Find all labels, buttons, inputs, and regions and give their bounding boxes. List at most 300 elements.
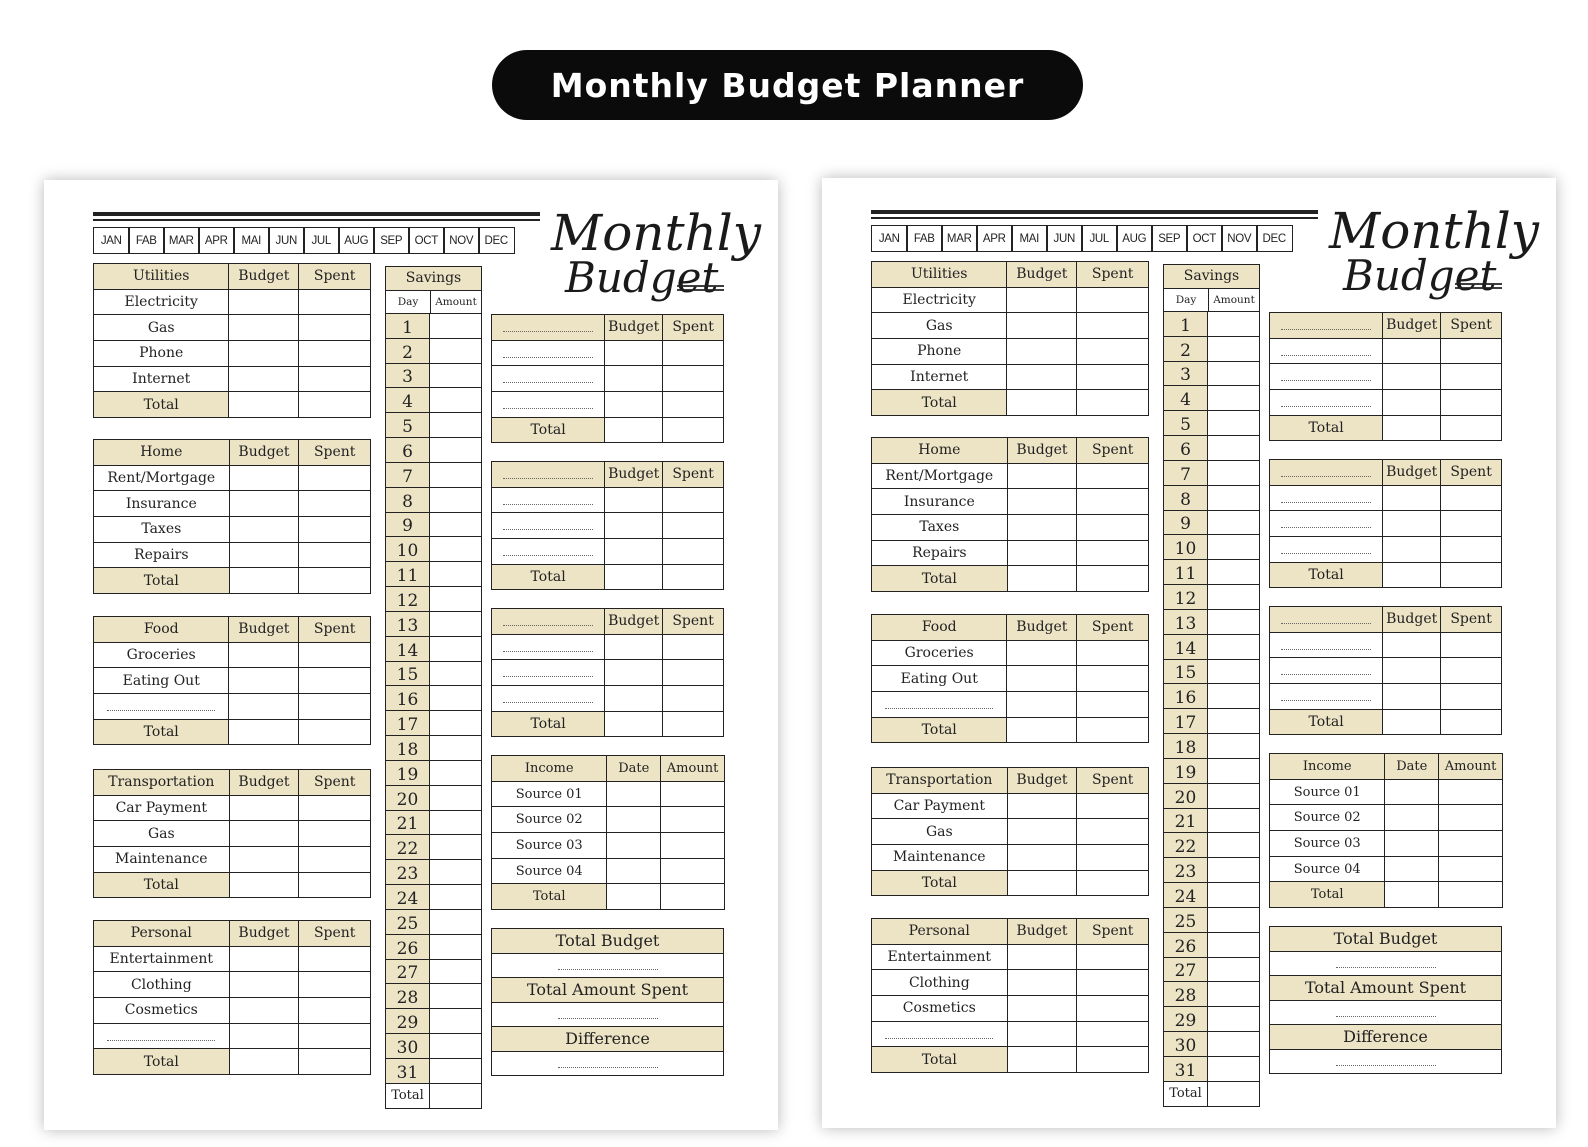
blank-item-line[interactable] — [1270, 658, 1383, 684]
budget-column-header: Budget — [1007, 615, 1077, 641]
month-box[interactable]: JUL — [303, 227, 340, 254]
month-box[interactable]: JUN — [268, 227, 305, 254]
custom-category-title[interactable] — [1270, 313, 1383, 339]
income-date-cell[interactable] — [607, 781, 661, 807]
income-amount-cell[interactable] — [1439, 779, 1503, 805]
savings-row — [386, 960, 481, 985]
blank-item-line[interactable] — [1270, 511, 1383, 537]
savings-amount-cell[interactable] — [430, 984, 481, 1008]
budget-cell[interactable] — [229, 998, 299, 1024]
budget-total-cell[interactable] — [605, 417, 663, 443]
savings-total-cell[interactable] — [1208, 1082, 1259, 1106]
month-box[interactable]: MAI — [1011, 225, 1048, 252]
spent-cell[interactable] — [299, 694, 371, 720]
budget-cell[interactable] — [1007, 944, 1077, 970]
savings-amount-cell[interactable] — [430, 388, 481, 412]
savings-amount-cell[interactable] — [1208, 386, 1259, 410]
spent-cell[interactable] — [1077, 313, 1149, 339]
spent-cell[interactable] — [663, 660, 724, 686]
savings-amount-cell[interactable] — [1208, 1007, 1259, 1031]
budget-cell[interactable] — [1383, 511, 1441, 537]
income-amount-cell[interactable] — [1439, 831, 1503, 857]
spent-cell[interactable] — [299, 542, 371, 568]
budget-total-cell[interactable] — [1007, 390, 1077, 416]
spent-cell[interactable] — [1077, 944, 1149, 970]
spent-cell[interactable] — [1077, 692, 1149, 718]
spent-cell[interactable] — [1077, 540, 1149, 566]
income-date-cell[interactable] — [1385, 779, 1439, 805]
savings-amount-cell[interactable] — [430, 811, 481, 835]
savings-amount-cell[interactable] — [1208, 833, 1259, 857]
income-date-cell[interactable] — [1385, 856, 1439, 882]
custom-category-title[interactable] — [1270, 607, 1383, 633]
blank-item-line[interactable] — [1270, 537, 1383, 563]
spent-total-cell[interactable] — [663, 564, 724, 590]
budget-cell[interactable] — [229, 289, 299, 315]
income-date-total-cell[interactable] — [1385, 882, 1439, 908]
budget-cell[interactable] — [229, 315, 299, 341]
savings-amount-cell[interactable] — [1208, 660, 1259, 684]
savings-amount-cell[interactable] — [430, 463, 481, 487]
spent-cell[interactable] — [299, 366, 371, 392]
savings-amount-cell[interactable] — [1208, 858, 1259, 882]
blank-item-line[interactable] — [492, 513, 605, 539]
budget-total-cell[interactable] — [1007, 717, 1077, 743]
spent-cell[interactable] — [299, 315, 371, 341]
dotted-line — [503, 543, 593, 556]
spent-cell[interactable] — [1441, 684, 1502, 710]
savings-amount-cell[interactable] — [1208, 709, 1259, 733]
savings-amount-cell[interactable] — [1208, 436, 1259, 460]
savings-amount-cell[interactable] — [430, 736, 481, 760]
total-spent-value[interactable] — [1270, 1001, 1501, 1025]
spent-cell[interactable] — [299, 289, 371, 315]
budget-cell[interactable] — [1007, 1021, 1077, 1047]
month-box[interactable]: AUG — [1116, 225, 1153, 252]
budget-cell[interactable] — [605, 513, 663, 539]
budget-cell[interactable] — [1383, 390, 1441, 416]
blank-item-line[interactable] — [492, 660, 605, 686]
spent-cell[interactable] — [1441, 537, 1502, 563]
budget-cell[interactable] — [1007, 666, 1077, 692]
budget-cell[interactable] — [1383, 658, 1441, 684]
spent-total-cell[interactable] — [1077, 566, 1149, 592]
spent-cell[interactable] — [1077, 1021, 1149, 1047]
month-box[interactable]: SEP — [373, 227, 410, 254]
spent-cell[interactable] — [663, 340, 724, 366]
income-date-cell[interactable] — [607, 807, 661, 833]
budget-total-cell[interactable] — [1383, 709, 1441, 735]
month-box[interactable]: DEC — [478, 227, 515, 254]
spent-cell[interactable] — [299, 491, 371, 517]
budget-cell[interactable] — [229, 341, 299, 367]
month-box[interactable]: FAB — [128, 227, 165, 254]
savings-amount-cell[interactable] — [1208, 312, 1259, 336]
budget-cell[interactable] — [1007, 489, 1077, 515]
savings-amount-cell[interactable] — [430, 1009, 481, 1033]
budget-cell[interactable] — [1007, 515, 1077, 541]
spent-cell[interactable] — [299, 847, 371, 873]
spent-total-cell[interactable] — [1441, 709, 1502, 735]
blank-item-line[interactable] — [1270, 338, 1383, 364]
spent-cell[interactable] — [1077, 845, 1149, 871]
custom-category-table — [491, 314, 724, 443]
income-source-label: Source 01 — [492, 781, 607, 807]
savings-amount-cell[interactable] — [1208, 535, 1259, 559]
savings-amount-cell[interactable] — [1208, 982, 1259, 1006]
savings-amount-cell[interactable] — [430, 488, 481, 512]
budget-cell[interactable] — [1007, 463, 1077, 489]
budget-cell[interactable] — [229, 795, 299, 821]
spent-cell[interactable] — [299, 341, 371, 367]
savings-amount-cell[interactable] — [1208, 734, 1259, 758]
spent-cell[interactable] — [299, 998, 371, 1024]
income-date-cell[interactable] — [1385, 831, 1439, 857]
budget-cell[interactable] — [1007, 313, 1077, 339]
blank-item-line[interactable] — [492, 686, 605, 712]
savings-amount-cell[interactable] — [430, 562, 481, 586]
budget-total-cell[interactable] — [1007, 870, 1077, 896]
blank-item-line[interactable] — [492, 634, 605, 660]
month-box[interactable]: SEP — [1151, 225, 1188, 252]
budget-cell[interactable] — [1007, 845, 1077, 871]
budget-cell[interactable] — [1383, 684, 1441, 710]
total-budget-value[interactable] — [492, 954, 723, 978]
spent-cell[interactable] — [1077, 515, 1149, 541]
income-date-total-cell[interactable] — [607, 884, 661, 910]
budget-cell[interactable] — [605, 539, 663, 565]
logo-line2: Budget — [1343, 251, 1497, 300]
spent-total-cell[interactable] — [299, 719, 371, 745]
savings-amount-cell[interactable] — [430, 761, 481, 785]
budget-total-cell[interactable] — [1007, 566, 1077, 592]
budget-cell[interactable] — [229, 542, 299, 568]
spent-cell[interactable] — [299, 795, 371, 821]
budget-total-cell[interactable] — [229, 719, 299, 745]
savings-amount-cell[interactable] — [1208, 560, 1259, 584]
budget-cell[interactable] — [229, 972, 299, 998]
month-box[interactable]: JAN — [871, 225, 908, 252]
savings-amount-cell[interactable] — [1208, 933, 1259, 957]
spent-total-cell[interactable] — [299, 392, 371, 418]
spent-cell[interactable] — [1441, 390, 1502, 416]
savings-amount-cell[interactable] — [1208, 759, 1259, 783]
spent-total-cell[interactable] — [299, 872, 371, 898]
spent-cell[interactable] — [1077, 666, 1149, 692]
spent-cell[interactable] — [663, 539, 724, 565]
blank-item-line[interactable] — [1270, 485, 1383, 511]
budget-cell[interactable] — [1007, 970, 1077, 996]
spent-cell[interactable] — [663, 686, 724, 712]
spent-cell[interactable] — [1441, 364, 1502, 390]
spent-total-cell[interactable] — [1077, 870, 1149, 896]
savings-amount-cell[interactable] — [1208, 461, 1259, 485]
savings-amount-cell[interactable] — [1208, 1032, 1259, 1056]
blank-item-line[interactable] — [1270, 390, 1383, 416]
savings-amount-cell[interactable] — [1208, 585, 1259, 609]
spent-cell[interactable] — [663, 634, 724, 660]
spent-cell[interactable] — [1077, 996, 1149, 1022]
spent-cell[interactable] — [1441, 511, 1502, 537]
spent-cell[interactable] — [1077, 970, 1149, 996]
savings-amount-cell[interactable] — [430, 935, 481, 959]
savings-amount-cell[interactable] — [1208, 411, 1259, 435]
spent-cell[interactable] — [1077, 793, 1149, 819]
item-label: Internet — [872, 364, 1007, 390]
budget-cell[interactable] — [229, 517, 299, 543]
month-box[interactable]: MAR — [163, 227, 200, 254]
income-amount-total-cell[interactable] — [661, 884, 725, 910]
savings-amount-cell[interactable] — [430, 786, 481, 810]
spent-cell[interactable] — [299, 465, 371, 491]
savings-amount-cell[interactable] — [1208, 908, 1259, 932]
savings-amount-cell[interactable] — [430, 587, 481, 611]
spent-cell[interactable] — [663, 513, 724, 539]
total-budget-value[interactable] — [1270, 952, 1501, 976]
blank-item-line[interactable] — [1270, 684, 1383, 710]
budget-total-cell[interactable] — [1383, 415, 1441, 441]
budget-cell[interactable] — [1007, 692, 1077, 718]
income-date-cell[interactable] — [607, 858, 661, 884]
savings-amount-cell[interactable] — [1208, 958, 1259, 982]
planner-page-left — [44, 180, 778, 1130]
custom-category-title[interactable] — [492, 315, 605, 341]
savings-amount-cell[interactable] — [430, 835, 481, 859]
budget-cell[interactable] — [229, 366, 299, 392]
budget-cell[interactable] — [1383, 364, 1441, 390]
item-label: Internet — [94, 366, 229, 392]
savings-amount-cell[interactable] — [430, 960, 481, 984]
spent-total-cell[interactable] — [1441, 562, 1502, 588]
spent-total-cell[interactable] — [663, 417, 724, 443]
savings-amount-cell[interactable] — [1208, 486, 1259, 510]
day-number: 23 — [386, 860, 430, 884]
savings-amount-cell[interactable] — [1208, 883, 1259, 907]
savings-amount-cell[interactable] — [430, 314, 481, 338]
income-amount-cell[interactable] — [661, 807, 725, 833]
day-number: 10 — [1164, 535, 1208, 559]
spent-cell[interactable] — [299, 517, 371, 543]
custom-category-title[interactable] — [492, 462, 605, 488]
month-box[interactable]: DEC — [1256, 225, 1293, 252]
savings-amount-cell[interactable] — [1208, 1057, 1259, 1081]
budget-cell[interactable] — [1383, 537, 1441, 563]
savings-amount-cell[interactable] — [430, 910, 481, 934]
budget-cell[interactable] — [229, 491, 299, 517]
budget-cell[interactable] — [605, 660, 663, 686]
income-amount-cell[interactable] — [1439, 805, 1503, 831]
budget-cell[interactable] — [1007, 540, 1077, 566]
budget-cell[interactable] — [1007, 339, 1077, 365]
spent-cell[interactable] — [1441, 338, 1502, 364]
month-box[interactable]: OCT — [408, 227, 445, 254]
blank-item-line[interactable] — [492, 366, 605, 392]
blank-item-line[interactable] — [94, 694, 229, 720]
savings-total-cell[interactable] — [430, 1084, 481, 1108]
savings-amount-cell[interactable] — [430, 662, 481, 686]
income-amount-cell[interactable] — [661, 858, 725, 884]
month-box[interactable]: FAB — [906, 225, 943, 252]
difference-value[interactable] — [1270, 1050, 1501, 1073]
budget-total-cell[interactable] — [229, 1049, 299, 1075]
budget-total-cell[interactable] — [605, 711, 663, 737]
income-amount-cell[interactable] — [661, 833, 725, 859]
budget-cell[interactable] — [229, 847, 299, 873]
blank-item-line[interactable] — [492, 392, 605, 418]
month-box[interactable]: APR — [198, 227, 235, 254]
month-box[interactable]: APR — [976, 225, 1013, 252]
budget-cell[interactable] — [229, 465, 299, 491]
month-box[interactable]: JAN — [93, 227, 130, 254]
spent-cell[interactable] — [1077, 489, 1149, 515]
spent-cell[interactable] — [1441, 485, 1502, 511]
spent-total-cell[interactable] — [1441, 415, 1502, 441]
savings-amount-cell[interactable] — [1208, 635, 1259, 659]
budget-total-cell[interactable] — [229, 568, 299, 594]
custom-category-title[interactable] — [1270, 460, 1383, 486]
spent-total-cell[interactable] — [663, 711, 724, 737]
savings-amount-cell[interactable] — [430, 1034, 481, 1058]
savings-amount-cell[interactable] — [430, 711, 481, 735]
budget-cell[interactable] — [1007, 793, 1077, 819]
spent-cell[interactable] — [1077, 364, 1149, 390]
income-amount-cell[interactable] — [1439, 856, 1503, 882]
custom-category-title[interactable] — [492, 609, 605, 635]
budget-cell[interactable] — [229, 1023, 299, 1049]
savings-amount-cell[interactable] — [430, 686, 481, 710]
budget-cell[interactable] — [605, 686, 663, 712]
income-date-cell[interactable] — [607, 833, 661, 859]
month-box[interactable]: AUG — [338, 227, 375, 254]
blank-item-line[interactable] — [94, 1023, 230, 1049]
month-box[interactable]: MAR — [941, 225, 978, 252]
custom-category-table — [491, 461, 724, 590]
spent-cell[interactable] — [663, 366, 724, 392]
spent-cell[interactable] — [1077, 463, 1149, 489]
spent-total-cell[interactable] — [1077, 390, 1149, 416]
month-box[interactable]: NOV — [1221, 225, 1258, 252]
savings-amount-cell[interactable] — [430, 860, 481, 884]
budget-cell[interactable] — [1007, 640, 1077, 666]
savings-amount-cell[interactable] — [430, 438, 481, 462]
month-box[interactable]: JUL — [1081, 225, 1118, 252]
difference-value[interactable] — [492, 1052, 723, 1075]
month-box[interactable]: NOV — [443, 227, 480, 254]
savings-amount-cell[interactable] — [430, 885, 481, 909]
budget-cell[interactable] — [605, 392, 663, 418]
income-date-cell[interactable] — [1385, 805, 1439, 831]
blank-item-line[interactable] — [872, 692, 1007, 718]
budget-total-cell[interactable] — [605, 564, 663, 590]
savings-amount-cell[interactable] — [430, 1059, 481, 1083]
spent-cell[interactable] — [1441, 632, 1502, 658]
blank-item-line[interactable] — [492, 487, 605, 513]
total-label: Total — [492, 884, 607, 910]
spent-cell[interactable] — [1077, 287, 1149, 313]
spent-cell[interactable] — [299, 946, 371, 972]
budget-total-cell[interactable] — [1007, 1047, 1077, 1073]
blank-item-line[interactable] — [492, 340, 605, 366]
savings-amount-cell[interactable] — [430, 513, 481, 537]
savings-amount-cell[interactable] — [1208, 511, 1259, 535]
savings-row — [1164, 1032, 1259, 1057]
savings-amount-cell[interactable] — [430, 413, 481, 437]
savings-amount-cell[interactable] — [1208, 809, 1259, 833]
budget-cell[interactable] — [1383, 338, 1441, 364]
table-row — [492, 366, 724, 392]
spent-total-cell[interactable] — [1077, 717, 1149, 743]
budget-cell[interactable] — [1383, 485, 1441, 511]
blank-item-line[interactable] — [1270, 364, 1383, 390]
blank-item-line[interactable] — [492, 539, 605, 565]
spent-cell[interactable] — [1441, 658, 1502, 684]
savings-amount-cell[interactable] — [430, 537, 481, 561]
budget-cell[interactable] — [1007, 996, 1077, 1022]
budget-cell[interactable] — [229, 694, 299, 720]
blank-item-line[interactable] — [1270, 632, 1383, 658]
savings-amount-cell[interactable] — [430, 339, 481, 363]
savings-amount-cell[interactable] — [1208, 337, 1259, 361]
budget-cell[interactable] — [229, 668, 299, 694]
savings-amount-cell[interactable] — [430, 364, 481, 388]
spent-cell[interactable] — [663, 392, 724, 418]
budget-total-cell[interactable] — [1383, 562, 1441, 588]
spent-cell[interactable] — [1077, 339, 1149, 365]
spent-cell[interactable] — [299, 642, 371, 668]
total-spent-value[interactable] — [492, 1003, 723, 1027]
savings-amount-cell[interactable] — [1208, 610, 1259, 634]
month-box[interactable]: JUN — [1046, 225, 1083, 252]
spent-cell[interactable] — [663, 487, 724, 513]
savings-amount-cell[interactable] — [430, 612, 481, 636]
budget-cell[interactable] — [1007, 364, 1077, 390]
spent-cell[interactable] — [299, 821, 371, 847]
budget-cell[interactable] — [1383, 632, 1441, 658]
budget-cell[interactable] — [605, 366, 663, 392]
spent-cell[interactable] — [299, 1023, 371, 1049]
budget-total-cell[interactable] — [229, 392, 299, 418]
budget-cell[interactable] — [605, 487, 663, 513]
budget-cell[interactable] — [229, 821, 299, 847]
month-box[interactable]: MAI — [233, 227, 270, 254]
spent-total-cell[interactable] — [299, 568, 371, 594]
blank-item-line[interactable] — [872, 1021, 1008, 1047]
income-amount-total-cell[interactable] — [1439, 882, 1503, 908]
total-row — [872, 870, 1149, 896]
spent-cell[interactable] — [299, 972, 371, 998]
budget-cell[interactable] — [1007, 287, 1077, 313]
budget-cell[interactable] — [605, 634, 663, 660]
income-amount-cell[interactable] — [661, 781, 725, 807]
budget-total-cell[interactable] — [229, 872, 299, 898]
savings-amount-cell[interactable] — [1208, 362, 1259, 386]
spent-cell[interactable] — [1077, 640, 1149, 666]
budget-cell[interactable] — [1007, 819, 1077, 845]
savings-amount-cell[interactable] — [1208, 684, 1259, 708]
savings-amount-cell[interactable] — [1208, 784, 1259, 808]
month-box[interactable]: OCT — [1186, 225, 1223, 252]
budget-cell[interactable] — [605, 340, 663, 366]
savings-amount-cell[interactable] — [430, 637, 481, 661]
spent-cell[interactable] — [1077, 819, 1149, 845]
custom-category-table — [1269, 459, 1502, 588]
spent-total-cell[interactable] — [299, 1049, 371, 1075]
budget-cell[interactable] — [229, 642, 299, 668]
spent-cell[interactable] — [299, 668, 371, 694]
total-budget-label: Total Budget — [1270, 927, 1501, 952]
spent-total-cell[interactable] — [1077, 1047, 1149, 1073]
budget-cell[interactable] — [229, 946, 299, 972]
